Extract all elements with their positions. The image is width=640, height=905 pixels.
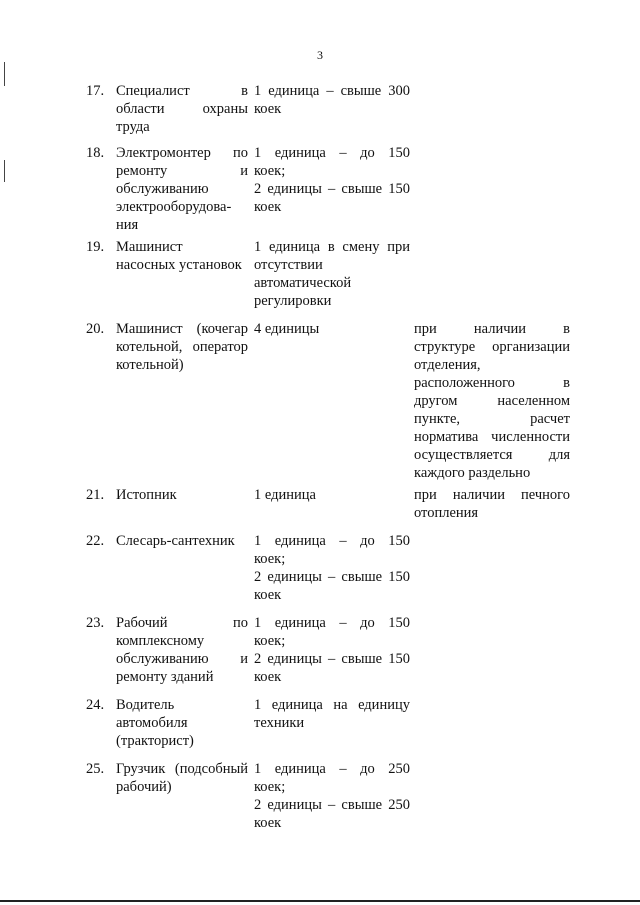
text-line xyxy=(414,374,570,392)
staffing-norm xyxy=(254,238,410,310)
text-line: коек; xyxy=(254,633,286,649)
text-line: ния xyxy=(116,217,139,233)
staffing-norm xyxy=(254,320,410,338)
text-line xyxy=(254,180,410,198)
text-line xyxy=(116,162,248,180)
text-word: осуществляется xyxy=(414,447,513,463)
text-line xyxy=(116,320,248,338)
text-word: до xyxy=(360,615,375,631)
text-word: Специалист xyxy=(116,83,190,99)
text-line xyxy=(414,428,570,446)
text-word: по xyxy=(232,145,248,161)
text-line xyxy=(254,568,410,586)
text-word: свыше xyxy=(341,181,383,197)
text-line: труда xyxy=(116,119,150,135)
staffing-norm xyxy=(254,82,410,118)
staffing-norm xyxy=(254,760,410,832)
position-title xyxy=(116,760,248,796)
text-line: 1 единица xyxy=(254,487,316,503)
text-line xyxy=(414,338,570,356)
text-word: для xyxy=(548,447,570,463)
text-line xyxy=(414,392,570,410)
text-word: – xyxy=(339,761,347,777)
text-word: 1 xyxy=(254,83,262,99)
text-line xyxy=(116,82,248,100)
position-title xyxy=(116,238,248,274)
text-word: оператор xyxy=(192,339,248,355)
text-line xyxy=(116,760,248,778)
text-word: 150 xyxy=(388,615,410,631)
text-word: – xyxy=(328,569,336,585)
text-word: – xyxy=(339,145,347,161)
text-word: обслуживанию xyxy=(116,651,209,667)
text-word: единицы xyxy=(267,797,322,813)
staffing-norm xyxy=(254,532,410,604)
text-word: 2 xyxy=(254,569,262,585)
text-line: автоматической xyxy=(254,275,352,291)
text-word: смену xyxy=(342,239,380,255)
text-line: каждого раздельно xyxy=(414,465,531,481)
text-word: в xyxy=(327,239,335,255)
text-word: при xyxy=(414,321,437,337)
text-line xyxy=(254,238,410,256)
text-word: 2 xyxy=(254,181,262,197)
position-title xyxy=(116,82,248,136)
text-line: коек; xyxy=(254,779,286,795)
staffing-norm xyxy=(254,486,410,504)
text-line: отделения, xyxy=(414,357,481,373)
text-word: по xyxy=(232,615,248,631)
text-word: и xyxy=(240,163,248,179)
text-line: 4 единицы xyxy=(254,321,320,337)
row-number: 21. xyxy=(86,487,105,503)
text-word: 150 xyxy=(388,533,410,549)
text-word: 1 xyxy=(254,145,262,161)
text-word: свыше xyxy=(341,569,383,585)
row-number: 20. xyxy=(86,321,105,337)
text-word: расположенного xyxy=(414,375,515,391)
text-line: коек xyxy=(254,101,282,117)
text-line: Водитель xyxy=(116,697,175,713)
text-word: единица xyxy=(268,83,320,99)
scan-edge-mark-bottom xyxy=(4,160,5,182)
text-line: ремонту зданий xyxy=(116,669,214,685)
text-word: (кочегар xyxy=(196,321,248,337)
text-line: коек xyxy=(254,815,282,831)
page-number: 3 xyxy=(317,48,323,62)
text-word: 150 xyxy=(388,651,410,667)
text-word: 1 xyxy=(254,533,262,549)
staffing-norm xyxy=(254,144,410,216)
text-word: населенном xyxy=(497,393,570,409)
position-title xyxy=(116,144,248,234)
row-number: 18. xyxy=(86,145,105,161)
text-word: – xyxy=(328,797,336,813)
position-title xyxy=(116,614,248,686)
text-word: на xyxy=(333,697,348,713)
text-word: при xyxy=(387,239,410,255)
text-word: в xyxy=(563,375,570,391)
text-word: наличии xyxy=(473,321,527,337)
text-word: охраны xyxy=(202,101,248,117)
text-line xyxy=(254,614,410,632)
text-line: котельной) xyxy=(116,357,184,373)
page-bottom-rule xyxy=(0,900,640,902)
text-word: Грузчик xyxy=(116,761,166,777)
text-word: 300 xyxy=(388,83,410,99)
staffing-norm xyxy=(254,614,410,686)
row-number: 19. xyxy=(86,239,105,255)
text-word: и xyxy=(240,651,248,667)
text-word: до xyxy=(360,761,375,777)
text-line: автомобиля xyxy=(116,715,188,731)
text-line: рабочий) xyxy=(116,779,172,795)
text-line xyxy=(116,100,248,118)
text-word: 250 xyxy=(388,761,410,777)
text-word: расчет xyxy=(530,411,570,427)
text-line xyxy=(116,338,248,356)
text-word: организации xyxy=(492,339,570,355)
text-line: (тракторист) xyxy=(116,733,194,749)
text-line xyxy=(414,486,570,504)
text-word: 150 xyxy=(388,181,410,197)
text-word: до xyxy=(360,533,375,549)
text-word: – xyxy=(328,651,336,667)
text-word: свыше xyxy=(341,797,383,813)
text-line: насосных установок xyxy=(116,257,242,273)
text-word: единица xyxy=(268,239,321,255)
position-title xyxy=(116,696,248,750)
text-line: коек xyxy=(254,587,282,603)
text-word: единица xyxy=(274,533,326,549)
position-title xyxy=(116,532,248,550)
text-line: электрооборудова- xyxy=(116,199,232,215)
text-word: другом xyxy=(414,393,458,409)
text-line xyxy=(116,614,248,632)
text-word: ремонту xyxy=(116,163,168,179)
text-word: 1 xyxy=(254,761,262,777)
text-word: свыше xyxy=(341,651,383,667)
text-line: Слесарь-сантехник xyxy=(116,533,235,549)
text-word: печного xyxy=(521,487,570,503)
text-word: до xyxy=(360,145,375,161)
text-word: 1 xyxy=(254,697,262,713)
text-word: – xyxy=(326,83,334,99)
text-line: Истопник xyxy=(116,487,177,503)
row-number: 24. xyxy=(86,697,105,713)
text-word: единицы xyxy=(267,569,322,585)
text-line: отсутствии xyxy=(254,257,323,273)
text-line xyxy=(414,446,570,464)
text-word: области xyxy=(116,101,165,117)
text-word: 150 xyxy=(388,145,410,161)
text-word: – xyxy=(339,615,347,631)
row-number: 22. xyxy=(86,533,105,549)
text-word: в xyxy=(241,83,248,99)
row-note xyxy=(414,486,570,522)
text-word: единица xyxy=(274,145,326,161)
text-word: 150 xyxy=(388,569,410,585)
text-word: – xyxy=(339,533,347,549)
text-word: Рабочий xyxy=(116,615,168,631)
row-number: 17. xyxy=(86,83,105,99)
text-word: 1 xyxy=(254,239,262,255)
text-word: единицы xyxy=(267,651,322,667)
text-word: Электромонтер xyxy=(116,145,211,161)
text-line: техники xyxy=(254,715,305,731)
text-word: 1 xyxy=(254,615,262,631)
position-title xyxy=(116,320,248,374)
scan-edge-mark-top xyxy=(4,62,5,86)
staffing-norm xyxy=(254,696,410,732)
text-word: норматива xyxy=(414,429,479,445)
text-line: коек; xyxy=(254,551,286,567)
text-word: наличии xyxy=(452,487,505,503)
text-word: котельной, xyxy=(116,339,183,355)
text-line xyxy=(116,144,248,162)
text-word: единица xyxy=(271,697,323,713)
text-line xyxy=(254,696,410,714)
text-line: обслуживанию xyxy=(116,181,209,197)
text-word: единицу xyxy=(358,697,410,713)
text-word: пункте, xyxy=(414,411,461,427)
text-line: отопления xyxy=(414,505,479,521)
text-line xyxy=(254,760,410,778)
text-word: свыше xyxy=(340,83,382,99)
text-word: (подсобный xyxy=(174,761,248,777)
text-word: 2 xyxy=(254,797,262,813)
text-word: в xyxy=(563,321,570,337)
text-line: комплексному xyxy=(116,633,205,649)
text-line xyxy=(254,650,410,668)
row-number: 23. xyxy=(86,615,105,631)
text-line: коек; xyxy=(254,163,286,179)
text-line: Машинист xyxy=(116,239,183,255)
row-note xyxy=(414,320,570,482)
text-word: численности xyxy=(491,429,570,445)
text-line xyxy=(254,796,410,814)
text-line xyxy=(414,410,570,428)
text-word: единица xyxy=(274,615,326,631)
text-line: регулировки xyxy=(254,293,332,309)
text-word: структуре xyxy=(414,339,476,355)
row-number: 25. xyxy=(86,761,105,777)
text-line xyxy=(116,650,248,668)
text-line xyxy=(254,144,410,162)
text-word: – xyxy=(328,181,336,197)
text-line: коек xyxy=(254,669,282,685)
position-title xyxy=(116,486,248,504)
text-line xyxy=(254,532,410,550)
text-word: единица xyxy=(274,761,326,777)
text-word: 250 xyxy=(388,797,410,813)
text-line xyxy=(254,82,410,100)
text-word: при xyxy=(414,487,437,503)
text-word: Машинист xyxy=(116,321,183,337)
text-word: единицы xyxy=(267,181,322,197)
text-word: 2 xyxy=(254,651,262,667)
text-line: коек xyxy=(254,199,282,215)
text-line xyxy=(414,320,570,338)
